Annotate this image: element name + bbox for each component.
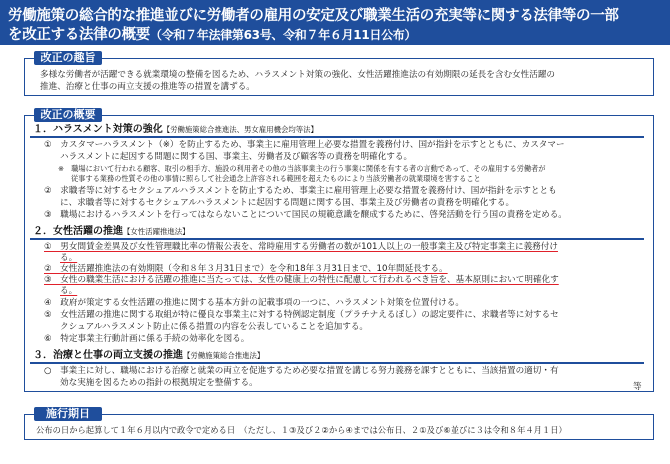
section-2-law: 【女性活躍推進法】 <box>123 227 190 236</box>
s1-item-1b: ハラスメントに起因する問題に関する国、事業主、労働者及び顧客等の責務を明確化する。 <box>60 152 413 162</box>
title-banner <box>0 0 670 45</box>
section-1-title-text: １．ハラスメント対策の強化 <box>33 124 163 135</box>
s3-item-1b: 効な実施を図るための指針の根拠規定を整備する。 <box>60 378 258 388</box>
s3-item-1a: ○ 事業主に対し、職場における治療と就業の両立を促進するため必要な措置を講じる努力義務を課すとともに、当該措置の適切・有 <box>44 366 559 376</box>
title-law-number: （令和７年法律第63号、令和７年６月11日公布） <box>150 28 417 42</box>
section-2-title <box>33 225 190 238</box>
purpose-text-line-1: 多様な労働者が活躍できる就業環境の整備を図るため、ハラスメント対策の強化、女性活躍推進法の有効期限の延長を含む女性活躍の <box>40 70 556 80</box>
s2-item-5b: クシュアルハラスメント防止に係る措置の内容を公表していることを追加する。 <box>60 322 369 332</box>
s2-item-1a: ① 男女間賃金差異及び女性管理職比率の情報公表を、常時雇用する労働者の数が101人以上の一般事業主及び特定事業主に義務付け <box>44 242 558 252</box>
section-1-title <box>33 123 318 136</box>
purpose-label: 改正の趣旨 <box>34 51 102 65</box>
s2-item-1b: る。 <box>60 253 78 263</box>
section-3-law: 【労働施策総合推進法】 <box>183 351 265 360</box>
s1-item-3: ③ 職場におけるハラスメントを行ってはならないことについて国民の規範意識を醸成するために、啓発活動を行う国の責務を定める。 <box>44 210 567 220</box>
section-2-title-text: ２．女性活躍の推進 <box>33 226 123 237</box>
s1-note-2: 従事する業務の性質その他の事情に照らして社会通念上許容される範囲を超えたものにより当該労働者の就業環境を害すること <box>71 174 481 183</box>
section-1-law: 【労働施策総合推進法、男女雇用機会均等法】 <box>162 125 318 134</box>
s2-item-4: ④ 政府が策定する女性活躍の推進に関する基本方針の記載事項の一つに、ハラスメント対策を位置付ける。 <box>44 298 464 308</box>
overview-label: 改正の概要 <box>34 108 102 122</box>
title-line-1: 労働施策の総合的な推進並びに労働者の雇用の安定及び職業生活の充実等に関する法律等の一部 <box>8 8 619 24</box>
s3-etc: 等 <box>633 382 642 392</box>
section-2-underline <box>30 238 644 240</box>
title-line-2 <box>8 23 416 44</box>
s1-item-1a: ① カスタマーハラスメント（※）を防止するため、事業主に雇用管理上必要な措置を義務付け、国が指針を示すとともに、カスタマー <box>44 140 565 150</box>
s2-item-3b: る。 <box>60 286 78 296</box>
s2-item-3a: ③ 女性の職業生活における活躍の推進に当たっては、女性の健康上の特性に配慮して行われるべき旨を、基本原則において明確化す <box>44 275 559 285</box>
s2-item-6: ⑥ 特定事業主行動計画に係る手続の効率化を図る。 <box>44 334 250 344</box>
s1-item-2b: に、求職者等に対するセクシュアルハラスメントに起因する問題に関する国、事業主及び労働者の責務を明確化する。 <box>60 198 515 208</box>
s2-item-2: ② 女性活躍推進法の有効期限（令和８年３月31日まで）を令和18年３月31日まで、10年間延長する。 <box>44 264 448 274</box>
section-3-underline <box>30 362 644 364</box>
section-3-title-text: ３．治療と仕事の両立支援の推進 <box>33 350 183 361</box>
effective-text: 公布の日から起算して１年６月以内で政令で定める日 （ただし、１③及び２②から④までは公布日、２①及び⑥並びに３は令和８年４月１日） <box>36 425 567 435</box>
s1-note-1: ※ 職場において行われる顧客、取引の相手方、施設の利用者その他の当該事業主の行う事業に関係を有する者の言動であって、その雇用する労働者が <box>58 164 546 173</box>
effective-label: 施行期日 <box>34 407 102 421</box>
s1-item-2a: ② 求職者等に対するセクシュアルハラスメントを防止するため、事業主に雇用管理上必要な措置を義務付け、国が指針を示すととも <box>44 186 557 196</box>
s2-item-5a: ⑤ 女性活躍の推進に関する取組が特に優良な事業主に対する特例認定制度（プラチナえるぼし）の認定要件に、求職者等に対するセ <box>44 310 559 320</box>
purpose-text-line-2: 推進、治療と仕事の両立支援の推進等の措置を講ずる。 <box>40 82 255 92</box>
section-1-underline <box>30 136 644 138</box>
section-3-title <box>33 349 264 362</box>
title-line-2-main: を改正する法律の概要 <box>8 27 150 43</box>
